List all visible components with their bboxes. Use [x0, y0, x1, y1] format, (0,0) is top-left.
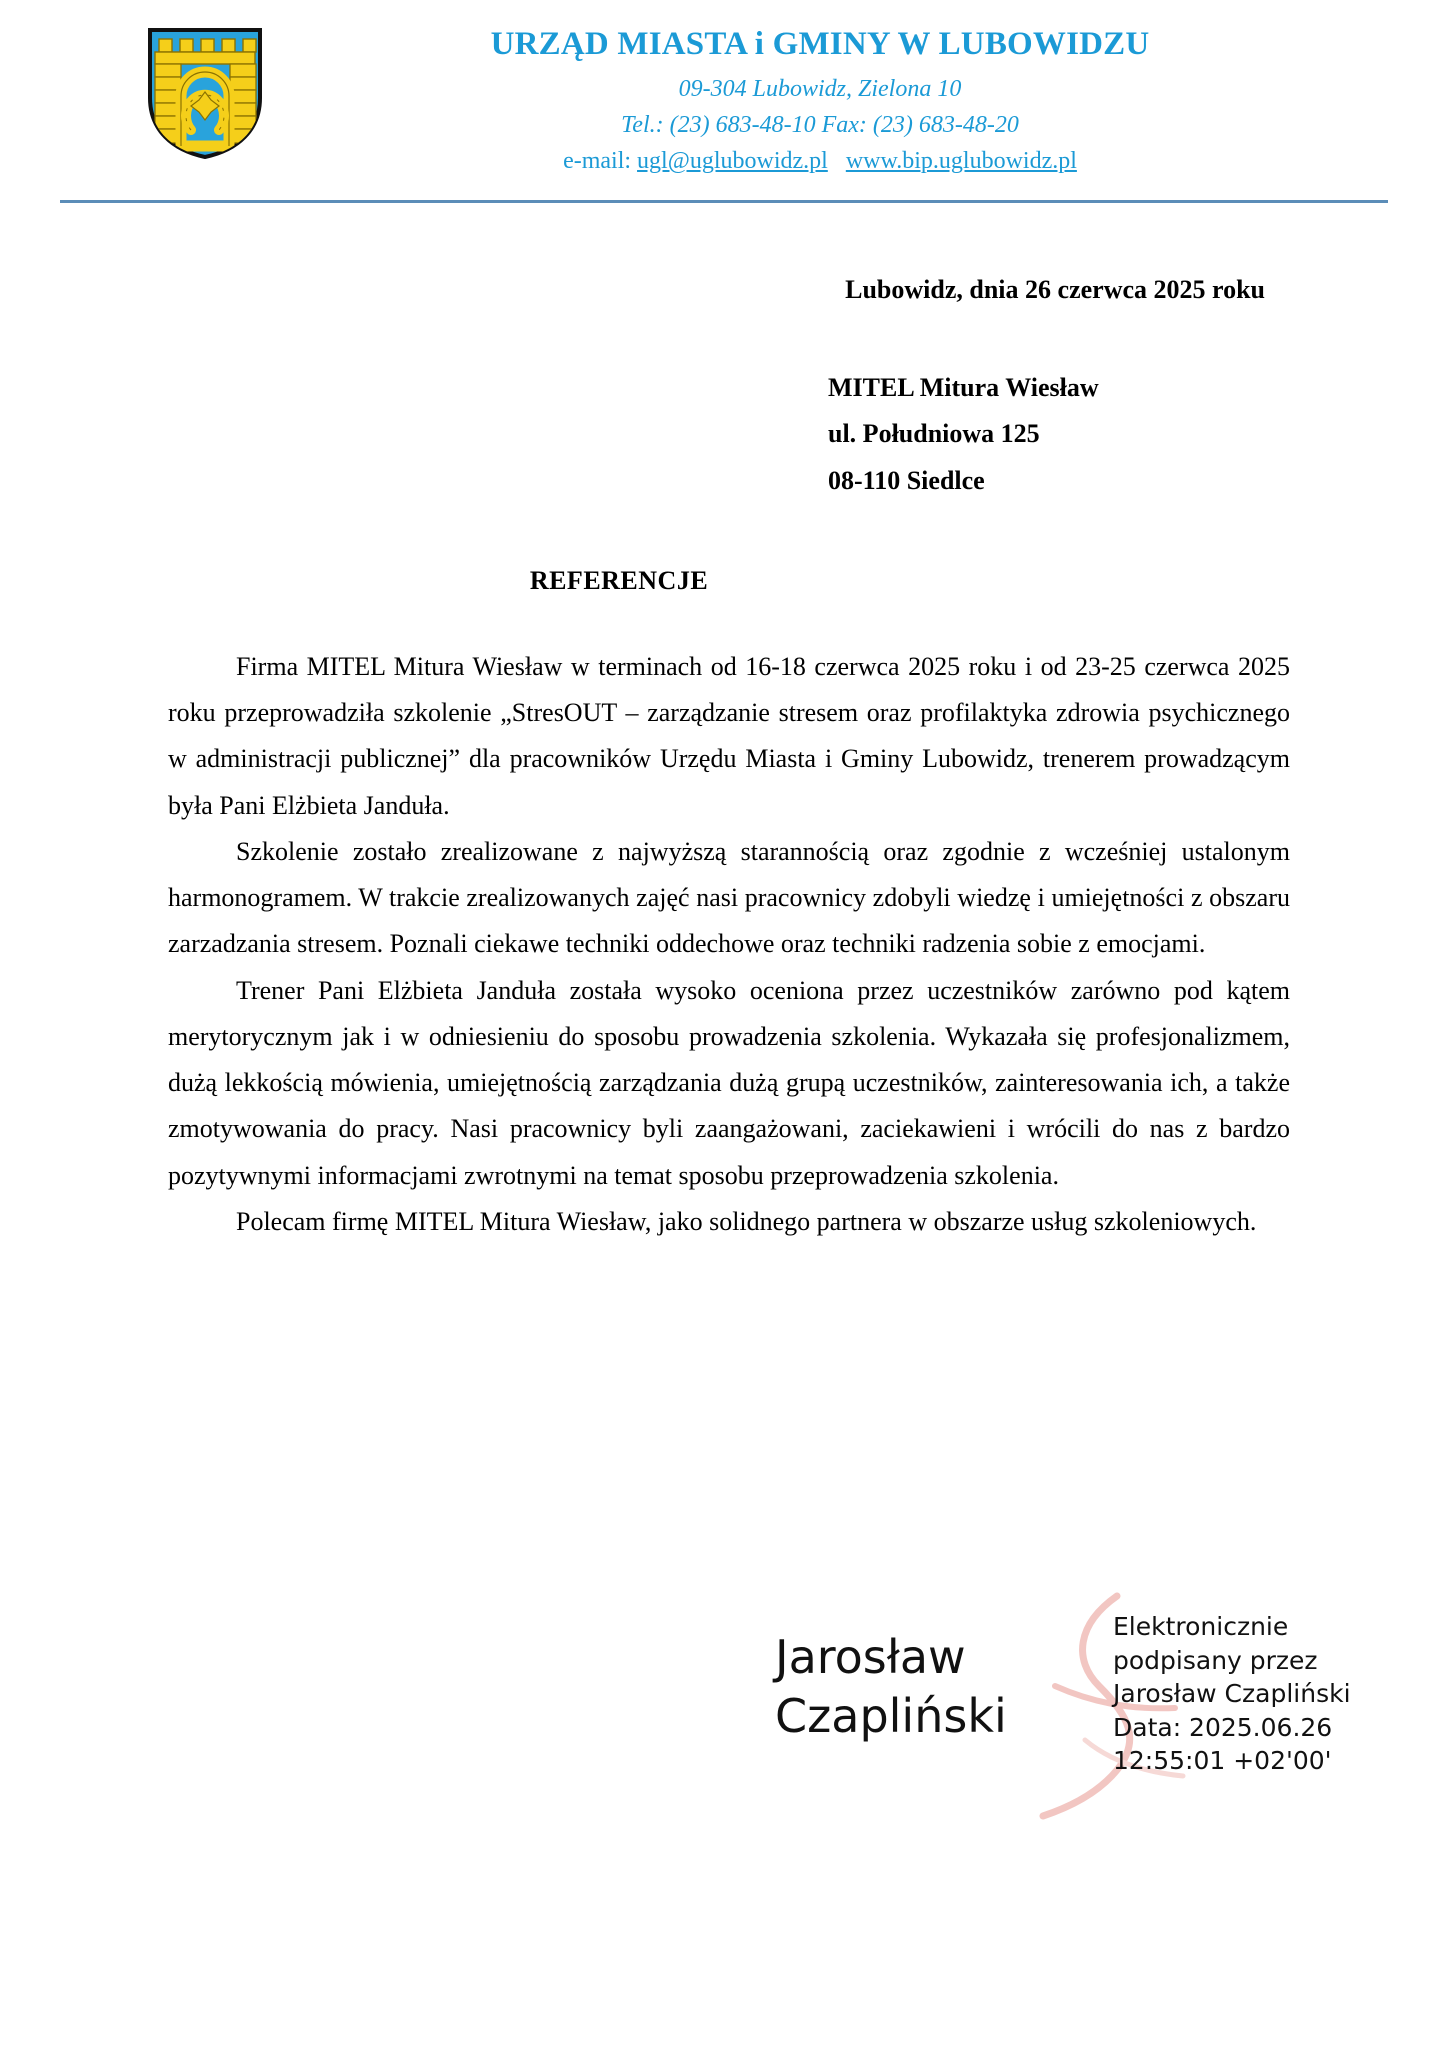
office-title: URZĄD MIASTA i GMINY W LUBOWIDZU	[490, 26, 1150, 62]
signature-detail-line-4: Data: 2025.06.26	[1113, 1712, 1333, 1742]
paragraph-1: Firma MITEL Mitura Wiesław w terminach od 16-18 czerwca 2025 roku i od 23-25 czerwca 2025 roku przeprowadziła szkolenie „StresOUT – zarządzanie stresem oraz profilaktyka zdrowia psychicznego w administracji publicznej” dla pracowników Urzędu Miasta i Gminy Lubowidz, trenerem prowadzącym była Pani Elżbieta Janduła.	[168, 651, 1290, 820]
email-link[interactable]: ugl@uglubowidz.pl	[637, 148, 828, 175]
email-label: e-mail:	[563, 148, 632, 175]
letterhead-text-block	[280, 26, 1360, 178]
office-phone-fax: Tel.: (23) 683-48-10 Fax: (23) 683-48-20	[621, 112, 1019, 139]
signature-detail-line-1: Elektronicznie	[1113, 1612, 1289, 1641]
signatory-name	[775, 1628, 1105, 1746]
recipient-street: ul. Południowa 125	[828, 419, 1040, 449]
letter-body	[168, 255, 1290, 1245]
signatory-first-name: Jarosław	[775, 1630, 966, 1684]
recipient-block	[168, 365, 1290, 504]
page-title: REFERENCJE	[529, 565, 709, 595]
date-line: Lubowidz, dnia 26 czerwca 2025 roku	[845, 275, 1265, 304]
signature-detail-line-3: Jarosław Czapliński	[1113, 1679, 1351, 1708]
letterhead-header	[0, 0, 1448, 205]
electronic-signature-block	[775, 1600, 1395, 1820]
office-address: 09-304 Lubowidz, Zielona 10	[678, 75, 962, 102]
signatory-last-name: Czapliński	[775, 1688, 1007, 1743]
paragraph-4: Polecam firmę MITEL Mitura Wiesław, jako solidnego partnera w obszarze usług szkoleniowych.	[236, 1206, 1257, 1236]
header-divider	[60, 200, 1388, 203]
office-contact-line	[280, 144, 1360, 178]
recipient-city: 08-110 Siedlce	[828, 465, 985, 495]
website-link[interactable]: www.bip.uglubowidz.pl	[845, 148, 1077, 175]
signature-details	[1113, 1610, 1393, 1778]
lubowidz-coat-of-arms-icon	[146, 26, 264, 161]
recipient-name: MITEL Mitura Wiesław	[828, 373, 1099, 402]
signature-detail-line-5: 12:55:01 +02'00'	[1113, 1746, 1332, 1775]
paragraph-3: Trener Pani Elżbieta Janduła została wysoko oceniona przez uczestników zarówno pod kątem merytorycznym jak i w odniesieniu do sposobu prowadzenia szkolenia. Wykazała się profesjonalizmem, dużą lekkością mówienia, umiejętnością zarządzania dużą grupą uczestników, zainteresowania ich, a także zmotywowania do pracy. Nasi pracownicy byli zaangażowani, zaciekawieni i wrócili do nas z bardzo pozytywnymi informacjami zwrotnymi na temat sposobu przeprowadzenia szkolenia.	[168, 975, 1290, 1190]
paragraph-2: Szkolenie zostało zrealizowane z najwyższą starannością oraz zgodnie z wcześniej ustalonym harmonogramem. W trakcie zrealizowanych zajęć nasi pracownicy zdobyli wiedzę i umiejętności z obszaru zarzadzania stresem. Poznali ciekawe techniki oddechowe oraz techniki radzenia sobie z emocjami.	[168, 836, 1290, 959]
signature-detail-line-2: podpisany przez	[1113, 1645, 1318, 1675]
